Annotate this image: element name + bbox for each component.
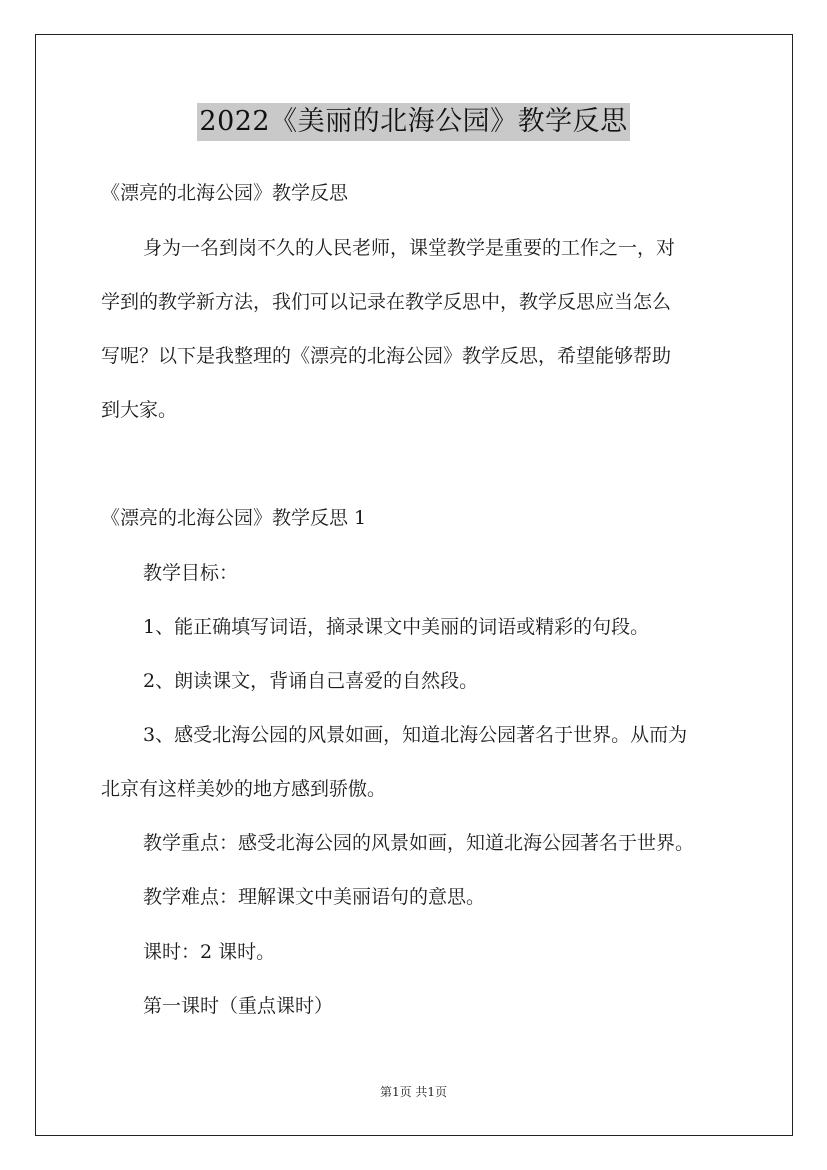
paragraph-line: 教学目标： [143, 562, 239, 584]
paragraph-line: 教学难点：理解课文中美丽语句的意思。 [143, 886, 486, 908]
list-item: 2、朗读课文，背诵自己喜爱的自然段。 [143, 670, 479, 692]
page-footer: 第1页 共1页 [379, 1085, 448, 1099]
document-title: 2022《美丽的北海公园》教学反思 [197, 103, 629, 141]
paragraph-line: 身为一名到岗不久的人民老师，课堂教学是重要的工作之一，对 [143, 237, 676, 259]
paragraph-line: 北京有这样美妙的地方感到骄傲。 [101, 778, 387, 800]
paragraph-line: 课时：2 课时。 [143, 941, 276, 963]
paragraph-line: 写呢？以下是我整理的《漂亮的北海公园》教学反思，希望能够帮助 [101, 345, 672, 367]
paragraph-line: 到大家。 [101, 399, 178, 421]
list-item: 3、感受北海公园的风景如画，知道北海公园著名于世界。从而为 [143, 724, 688, 746]
title-container [0, 103, 827, 141]
paragraph-line: 学到的教学新方法，我们可以记录在教学反思中，教学反思应当怎么 [101, 291, 672, 313]
paragraph-line: 第一课时（重点课时） [143, 995, 334, 1017]
list-item: 1、能正确填写词语，摘录课文中美丽的词语或精彩的句段。 [143, 616, 650, 638]
section-heading: 《漂亮的北海公园》教学反思 [101, 182, 349, 204]
paragraph-line: 教学重点：感受北海公园的风景如画，知道北海公园著名于世界。 [143, 832, 695, 854]
section-heading: 《漂亮的北海公园》教学反思 1 [101, 507, 367, 529]
